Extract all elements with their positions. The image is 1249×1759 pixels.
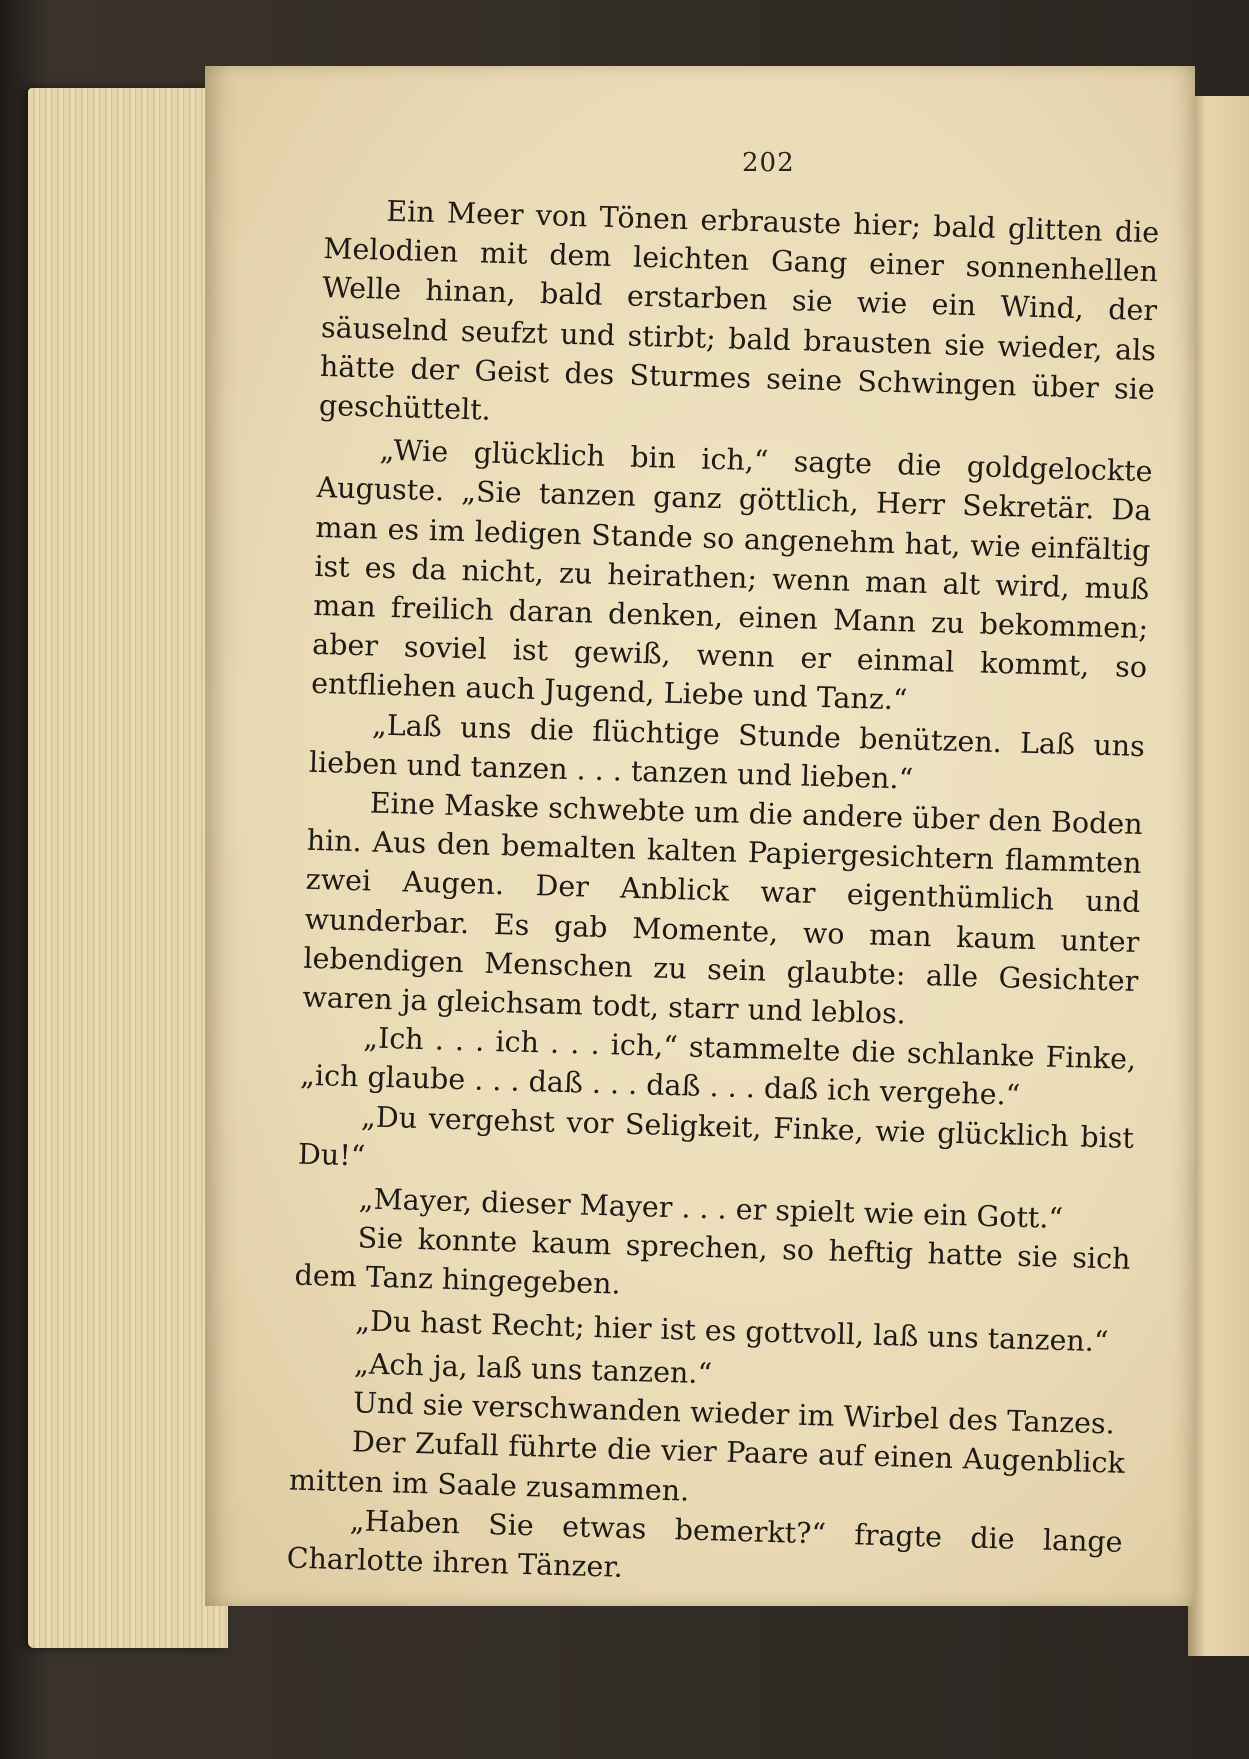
adjacent-page (1188, 96, 1249, 1656)
page-number: 202 (742, 148, 795, 178)
page-edges (28, 88, 228, 1648)
page-body (286, 190, 1159, 1601)
paragraph: Ein Meer von Tönen erbrauste hier; bald glitten die Melodien mit dem leichten Gang einer sonnenhellen Welle hinan, bald erstarben sie wie ein Wind, der säuselnd seufzt und stirbt; bald brausten sie wieder, als hätte der Geist des Sturmes seine Schwingen über sie geschüttelt. (318, 194, 1160, 427)
paragraph: „Ach ja, laß uns tanzen.“ (353, 1347, 713, 1391)
paragraph: „Haben Sie etwas bemerkt?“ fragte die lange Charlotte ihren Tänzer. (286, 1503, 1124, 1584)
paragraph: „Ich . . . ich . . . ich,“ stammelte die schlanke Finke, „ich glaube . . . daß . . . daß . . . daß ich vergehe.“ (299, 1021, 1137, 1113)
paragraph: Eine Maske schwebte um die andere über den Boden hin. Aus den bemalten kalten Papiergesichtern flammten zwei Augen. Der Anblick war eigenthümlich und wunderbar. Es gab Momente, wo man kaum unter lebendigen Menschen zu sein glaubte: alle Gesichter waren ja gleichsam todt, starr und leblos. (301, 786, 1144, 1031)
paragraph: Der Zufall führte die vier Paare auf einen Augenblick mitten im Saale zusammen. (288, 1425, 1126, 1508)
paragraph: „Du hast Recht; hier ist es gottvoll, laß uns tanzen.“ (354, 1303, 1109, 1359)
paragraph: Und sie verschwanden wieder im Wirbel des Tanzes. (352, 1386, 1116, 1441)
paragraph: „Laß uns die flüchtige Stunde benützen. Laß uns lieben und tanzen . . . tanzen und lieben.“ (308, 708, 1146, 796)
paragraph: „Mayer, dieser Mayer . . . er spielt wie ein Gott.“ (358, 1182, 1064, 1236)
paragraph: „Du vergehst vor Seligkeit, Finke, wie glücklich bist Du!“ (297, 1100, 1135, 1173)
paragraph: „Wie glücklich bin ich,“ sagte die goldgelockte Auguste. „Sie tanzen ganz göttlich, Herr Sekretär. Da man es im ledigen Stande so angenehm hat, wie einfältig ist es da nicht, zu heirathen; wenn man alt wird, muß man freilich daran denken, einen Mann zu bekommen; aber soviel ist gewiß, wenn er einmal kommt, so entfliehen auch Jugend, Liebe und Tanz.“ (310, 433, 1153, 717)
paragraph: Sie konnte kaum sprechen, so heftig hatte sie sich dem Tanz hingegeben. (294, 1221, 1131, 1302)
